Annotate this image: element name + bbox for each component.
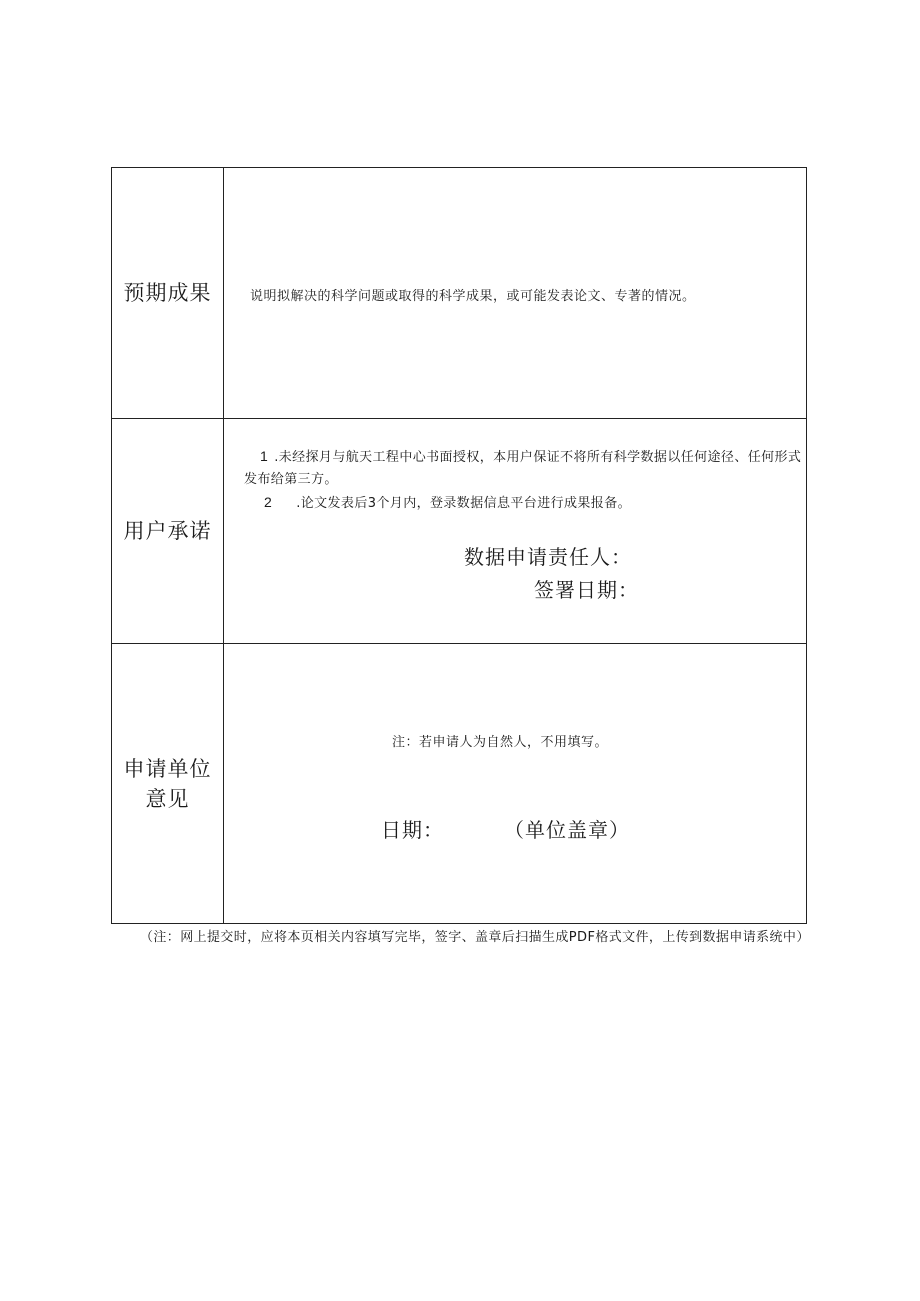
row-expected-results xyxy=(112,168,806,419)
application-form-table xyxy=(111,167,807,924)
commitment-item-2-number: 2 xyxy=(264,494,273,510)
sign-date-field[interactable]: 签署日期： xyxy=(534,578,639,602)
submission-footnote xyxy=(116,928,810,948)
applicant-unit-opinion-label-line2: 意见 xyxy=(145,787,190,811)
user-commitment-label: 用户承诺 xyxy=(112,419,224,643)
commitment-item-1-number: 1 xyxy=(260,448,269,464)
user-commitment-field xyxy=(224,419,806,643)
expected-results-label: 预期成果 xyxy=(112,168,224,418)
applicant-unit-opinion-label-line1: 申请单位 xyxy=(123,757,212,781)
commitment-item-2-text: .论文发表后3个月内，登录数据信息平台进行成果报备。 xyxy=(296,496,631,511)
expected-results-field[interactable] xyxy=(224,168,806,418)
commitment-item-1-text: .未经探月与航天工程中心书面授权，本用户保证不将所有科学数据以任何途径、任何形式发布给第三方。 xyxy=(244,450,802,487)
commitment-list xyxy=(244,445,804,515)
row-applicant-unit-opinion xyxy=(112,644,806,924)
commitment-item-2 xyxy=(244,491,804,515)
unit-seal-field[interactable]: （单位盖章） xyxy=(504,818,630,842)
unit-date-field[interactable]: 日期： xyxy=(381,818,444,842)
natural-person-note: 注：若申请人为自然人，不用填写。 xyxy=(392,735,609,750)
row-user-commitment xyxy=(112,419,806,644)
applicant-unit-opinion-field[interactable] xyxy=(224,644,806,924)
commitment-item-1 xyxy=(244,445,804,491)
expected-results-hint: 说明拟解决的科学问题或取得的科学成果，或可能发表论文、专著的情况。 xyxy=(250,289,696,304)
applicant-unit-opinion-label xyxy=(112,644,224,924)
submission-footnote-text: （注：网上提交时，应将本页相关内容填写完毕，签字、盖章后扫描生成PDF格式文件，上传到数据申请系统中） xyxy=(140,930,810,945)
responsible-person-signature[interactable]: 数据申请责任人： xyxy=(464,545,632,569)
